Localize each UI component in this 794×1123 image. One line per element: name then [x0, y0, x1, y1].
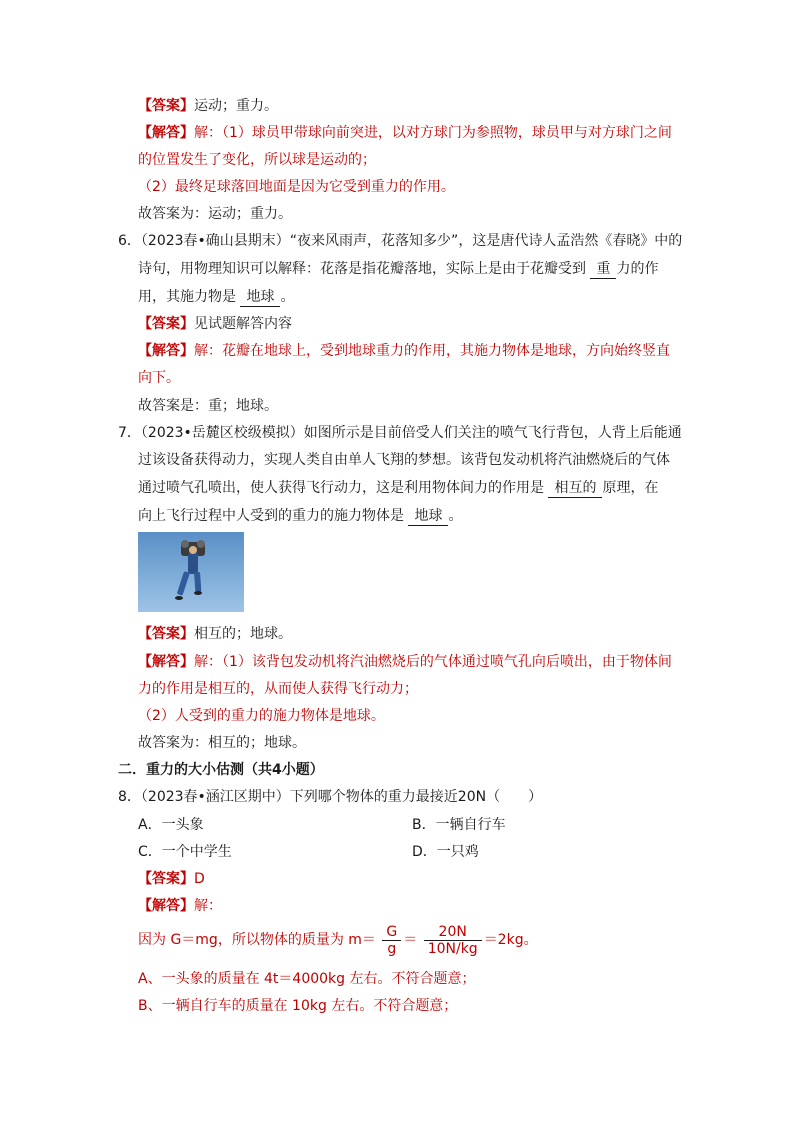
q8-options-row-2 — [138, 842, 658, 862]
q8-analysis-line-1 — [138, 896, 222, 916]
stem-text: 用，其施力物是 — [138, 289, 236, 305]
q5-analysis-line-1 — [138, 123, 672, 143]
answer-tag: 【答案】 — [138, 98, 194, 114]
formula-text: 因为 G＝mg，所以物体的质量为 m＝ — [138, 932, 376, 948]
question-number: 7． — [118, 425, 141, 441]
answer-blank: 重 — [590, 261, 616, 279]
q7-stem-line-2: 过该设备获得动力，实现人类自由单人飞翔的梦想。该背包发动机将汽油燃烧后的气体 — [138, 452, 670, 468]
q6-analysis-line-1 — [138, 341, 670, 361]
stem-text: 诗句，用物理知识可以解释：花落是指花瓣落地，实际上是由于花瓣受到 — [138, 261, 586, 277]
fraction-g-over-g — [382, 924, 401, 957]
analysis-text: 解：（1）该背包发动机将汽油燃烧后的气体通过喷气孔向后喷出，由于物体间 — [194, 654, 672, 670]
q6-stem-line-2 — [138, 259, 658, 279]
fraction-denominator: g — [387, 940, 397, 957]
answer-text: 相互的；地球。 — [194, 626, 292, 642]
q5-analysis-line-3: （2）最终足球落回地面是因为它受到重力的作用。 — [138, 179, 455, 195]
q6-answer — [138, 314, 292, 334]
analysis-text: 解： — [194, 898, 222, 914]
formula-text: ＝ — [403, 932, 418, 948]
jetpack-person-illustration — [138, 532, 244, 612]
q5-analysis-line-2: 的位置发生了变化，所以球是运动的； — [138, 152, 376, 168]
answer-tag: 【答案】 — [138, 871, 194, 887]
analysis-text: 解：花瓣在地球上，受到地球重力的作用，其施力物体是地球，方向始终竖直 — [194, 343, 670, 359]
jetpack-photo — [138, 532, 244, 612]
q6-stem-line-3 — [138, 287, 294, 307]
q8-formula — [138, 922, 538, 958]
answer-text: 运动；重力。 — [194, 98, 278, 114]
stem-text: 。 — [280, 289, 295, 305]
q8-stem — [118, 787, 542, 807]
fraction-denominator: 10N/kg — [427, 940, 478, 957]
analysis-tag: 【解答】 — [138, 654, 194, 670]
option-a: A．一头象 — [138, 817, 204, 833]
stem-text: 通过喷气孔喷出，使人获得飞行动力，这是利用物体间力的作用是 — [138, 480, 544, 496]
q7-stem-line-3 — [138, 478, 658, 498]
q8-answer — [138, 869, 205, 889]
fraction-20n-over-10nkg — [424, 924, 482, 957]
q5-answer — [138, 96, 278, 116]
analysis-tag: 【解答】 — [138, 343, 194, 359]
stem-text: （2023春•涵江区期中）下列哪个物体的重力最接近20N（ ） — [140, 789, 543, 805]
option-c: C．一个中学生 — [138, 844, 232, 860]
q7-final-answer: 故答案为：相互的；地球。 — [138, 735, 306, 751]
q5-final-answer: 故答案为：运动；重力。 — [138, 206, 292, 222]
section-heading: 二．重力的大小估测（共4小题） — [118, 762, 324, 778]
q7-answer — [138, 624, 292, 644]
answer-text: 见试题解答内容 — [194, 316, 292, 332]
answer-blank: 地球 — [408, 508, 448, 526]
q6-stem-line-1 — [118, 231, 682, 251]
analysis-tag: 【解答】 — [138, 125, 194, 141]
stem-text: 。 — [448, 508, 463, 524]
answer-blank: 相互的 — [548, 480, 602, 498]
answer-tag: 【答案】 — [138, 316, 194, 332]
option-d: D．一只鸡 — [412, 844, 479, 860]
stem-text: 向上飞行过程中人受到的重力的施力物体是 — [138, 508, 404, 524]
fraction-numerator: 20N — [424, 924, 482, 941]
q7-analysis-line-2: 力的作用是相互的，从而使人获得飞行动力； — [138, 681, 418, 697]
question-number: 8． — [118, 789, 141, 805]
q7-analysis-line-3: （2）人受到的重力的施力物体是地球。 — [138, 708, 385, 724]
stem-text: 原理，在 — [602, 480, 659, 496]
stem-text: （2023春•确山县期末）“夜来风雨声，花落知多少”，这是唐代诗人孟浩然《春晓》中的 — [140, 233, 683, 249]
q8-options-row-1 — [138, 815, 658, 835]
stem-text: （2023•岳麓区校级模拟）如图所示是目前倍受人们关注的喷气飞行背包，人背上后能通 — [140, 425, 682, 441]
answer-text: D — [194, 871, 205, 887]
fraction-numerator: G — [382, 924, 401, 941]
q7-analysis-line-1 — [138, 652, 672, 672]
formula-text: ＝2kg。 — [483, 932, 538, 948]
stem-text: 力的作 — [616, 261, 659, 277]
analysis-tag: 【解答】 — [138, 898, 194, 914]
answer-blank: 地球 — [240, 289, 280, 307]
q7-stem-line-1 — [118, 423, 682, 443]
analysis-text: 解：（1）球员甲带球向前突进，以对方球门为参照物，球员甲与对方球门之间 — [194, 125, 672, 141]
q8-analysis-option-b: B、一辆自行车的质量在 10kg 左右。不符合题意； — [138, 998, 458, 1014]
question-number: 6． — [118, 233, 141, 249]
q7-stem-line-4 — [138, 506, 462, 526]
q6-final-answer: 故答案是：重；地球。 — [138, 398, 278, 414]
answer-tag: 【答案】 — [138, 626, 194, 642]
q6-analysis-line-2: 向下。 — [138, 370, 180, 386]
q8-analysis-option-a: A、一头象的质量在 4t＝4000kg 左右。不符合题意； — [138, 971, 476, 987]
option-b: B．一辆自行车 — [412, 817, 506, 833]
